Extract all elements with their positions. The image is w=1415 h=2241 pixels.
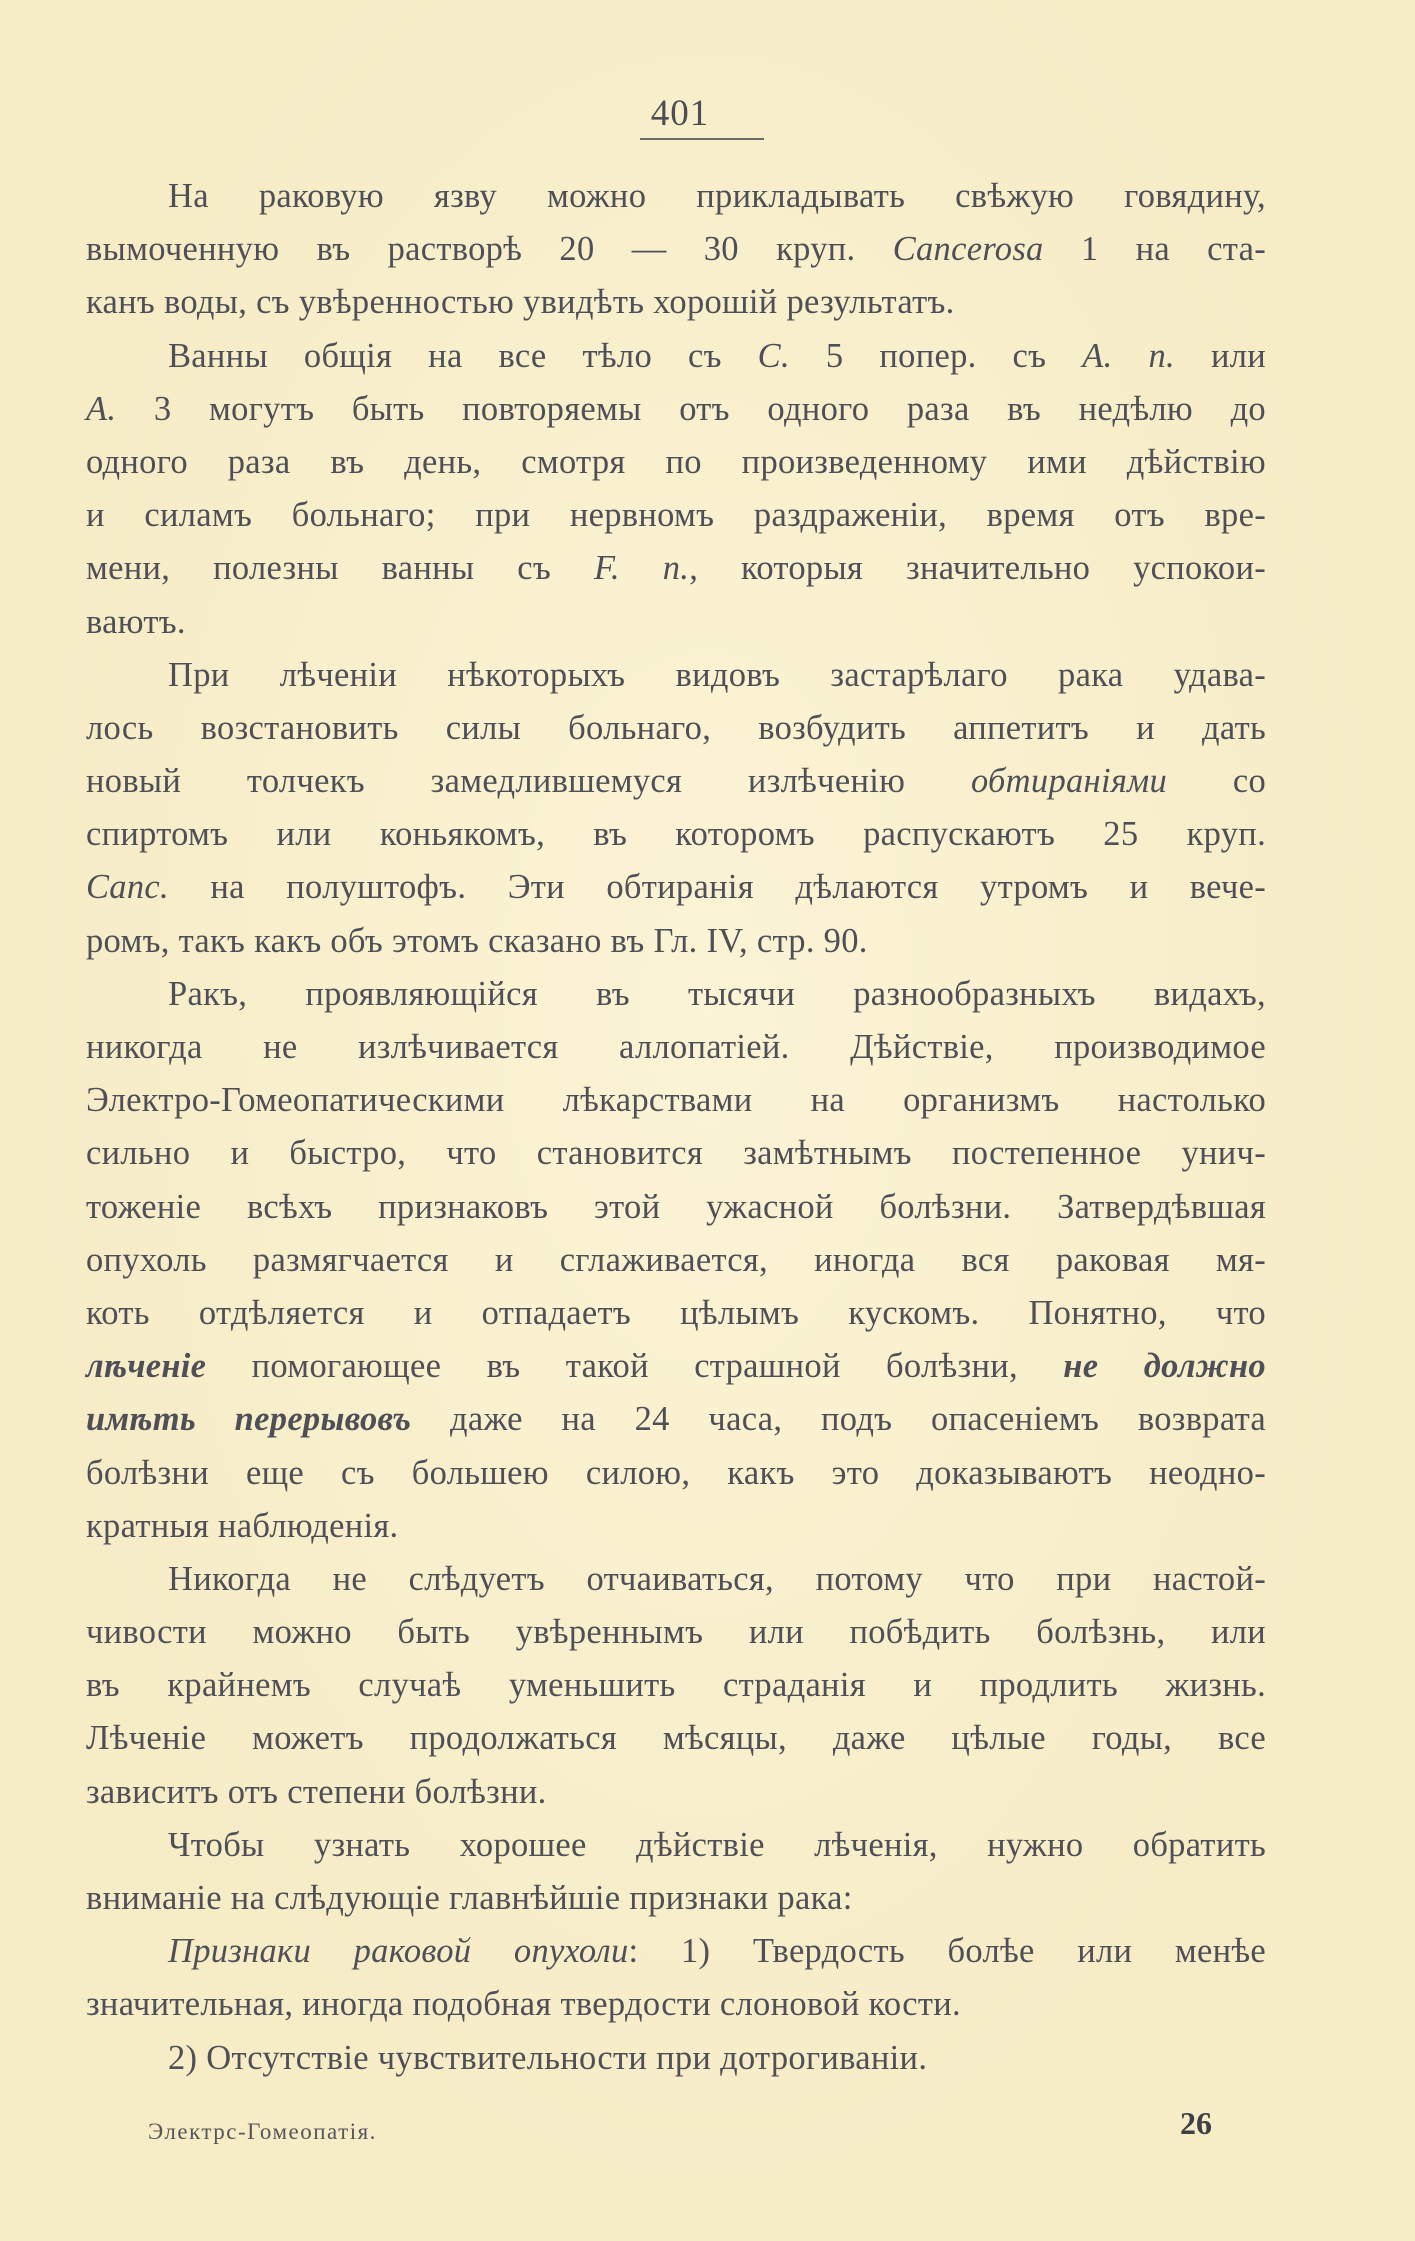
- italic-term: A.: [86, 389, 117, 428]
- text-line: [86, 1819, 1266, 1872]
- text-line: [86, 383, 1266, 436]
- text-line: [86, 1659, 1266, 1712]
- text-run: или: [1175, 336, 1267, 375]
- header-rule: [640, 138, 764, 140]
- text-line: [86, 1021, 1266, 1074]
- text-line: [86, 1925, 1266, 1978]
- text-run: 1 на ста-: [1043, 230, 1266, 269]
- text-line: [86, 702, 1266, 755]
- text-run: Лѣченіе можетъ продолжаться мѣсяцы, даже цѣлые годы, все: [86, 1719, 1266, 1758]
- text-run: Электро-Гомеопатическими лѣкарствами на организмъ настолько: [86, 1081, 1266, 1120]
- italic-term: Cancerosa: [892, 230, 1044, 269]
- text-run: Ракъ, проявляющійся въ тысячи разнообразныхъ видахъ,: [168, 974, 1266, 1013]
- text-line: [86, 808, 1266, 861]
- text-run: болѣзни еще съ большею силою, какъ это доказываютъ неодно-: [86, 1453, 1266, 1492]
- text-run: 3 могутъ быть повторяемы отъ одного раза въ недѣлю до: [116, 389, 1266, 428]
- text-run: вниманіе на слѣдующіе главнѣйшіе признаки рака:: [86, 1879, 853, 1917]
- text-line: [86, 2032, 1266, 2085]
- emphasis-text: имѣть перерывовъ: [86, 1400, 412, 1439]
- text-run: ромъ, такъ какъ объ этомъ сказано въ Гл. IV, стр. 90.: [86, 921, 868, 960]
- text-line: [86, 1074, 1266, 1127]
- text-run: 2) Отсутствіе чувствительности при дотрогиваніи.: [168, 2038, 928, 2077]
- text-run: зависитъ отъ степени болѣзни.: [86, 1772, 547, 1811]
- italic-term: Canc.: [86, 868, 169, 907]
- signature-mark: 26: [1180, 2105, 1212, 2141]
- text-line: [86, 1978, 1266, 2031]
- text-run: одного раза въ день, смотря по произведенному ими дѣйствію: [86, 442, 1266, 481]
- text-run: чивости можно быть увѣреннымъ или побѣдить болѣзнь, или: [86, 1613, 1266, 1652]
- text-run: даже на 24 часа, подъ опасеніемъ возврата: [411, 1400, 1266, 1439]
- text-run: Чтобы узнать хорошее дѣйствіе лѣченія, нужно обратить: [168, 1825, 1266, 1864]
- text-run: При лѣченіи нѣкоторыхъ видовъ застарѣлаго рака удава-: [168, 655, 1266, 694]
- text-line: [86, 436, 1266, 489]
- italic-term: A. n.: [1082, 336, 1175, 375]
- text-line: [86, 1127, 1266, 1180]
- text-run: канъ воды, съ увѣренностью увидѣть хорошій результатъ.: [86, 283, 955, 322]
- text-run: и силамъ больнаго; при нервномъ раздраженіи, время отъ вре-: [86, 496, 1266, 535]
- text-line: [86, 1712, 1266, 1765]
- text-run: 5 попер. съ: [789, 336, 1083, 375]
- text-line: [86, 170, 1266, 223]
- emphasis-text: лѣченіе: [86, 1347, 207, 1386]
- text-line: [86, 596, 1266, 649]
- text-line: [86, 649, 1266, 702]
- text-run: со: [1167, 762, 1266, 801]
- text-run: вымоченную въ растворѣ 20 — 30 круп.: [86, 230, 893, 269]
- text-run: коть отдѣляется и отпадаетъ цѣлымъ кускомъ. Понятно, что: [86, 1293, 1266, 1332]
- text-line: [86, 968, 1266, 1021]
- text-run: опухоль размягчается и сглаживается, иногда вся раковая мя-: [86, 1240, 1266, 1279]
- text-line: [86, 1872, 1266, 1925]
- text-line: [86, 1340, 1266, 1393]
- text-line: [86, 1553, 1266, 1606]
- text-line: [86, 1287, 1266, 1340]
- text-run: сильно и быстро, что становится замѣтнымъ постепенное унич-: [86, 1134, 1266, 1173]
- text-line: [86, 861, 1266, 914]
- text-line: [86, 1606, 1266, 1659]
- text-line: [86, 755, 1266, 808]
- text-run: Никогда не слѣдуетъ отчаиваться, потому что при настой-: [168, 1559, 1266, 1598]
- text-run: , которыя значительно успокои-: [689, 549, 1266, 588]
- text-line: [86, 542, 1266, 595]
- text-run: кратныя наблюденія.: [86, 1506, 399, 1545]
- italic-term: F. n.: [593, 549, 690, 588]
- text-line: [86, 915, 1266, 968]
- page-number: 401: [650, 93, 710, 134]
- text-line: [86, 276, 1266, 329]
- text-line: [86, 330, 1266, 383]
- text-run: въ крайнемъ случаѣ уменьшить страданія и продлить жизнь.: [86, 1666, 1266, 1705]
- body-text: [86, 170, 1266, 2085]
- text-line: [86, 489, 1266, 542]
- text-run: новый толчекъ замедлившемуся излѣченію: [86, 762, 971, 801]
- text-line: [86, 1500, 1266, 1553]
- text-line: [86, 1181, 1266, 1234]
- text-run: ваютъ.: [86, 602, 186, 641]
- text-line: [86, 1393, 1266, 1446]
- text-run: помогающее въ такой страшной болѣзни,: [206, 1347, 1064, 1386]
- italic-term: C.: [757, 336, 790, 375]
- footer-book-title: Электрс-Гомеопатія.: [148, 2119, 377, 2144]
- text-run: тоженіе всѣхъ признаковъ этой ужасной болѣзни. Затвердѣвшая: [86, 1187, 1266, 1226]
- text-run: мени, полезны ванны съ: [86, 549, 594, 588]
- text-run: На раковую язву можно прикладывать свѣжую говядину,: [168, 177, 1266, 215]
- text-line: [86, 1766, 1266, 1819]
- italic-term: обтираніями: [970, 762, 1168, 801]
- text-line: [86, 1447, 1266, 1500]
- text-run: значительная, иногда подобная твердости слоновой кости.: [86, 1985, 961, 2024]
- emphasis-text: не должно: [1063, 1347, 1266, 1386]
- text-line: [86, 1234, 1266, 1287]
- text-run: никогда не излѣчивается аллопатіей. Дѣйствіе, производимое: [86, 1028, 1266, 1066]
- text-line: [86, 223, 1266, 276]
- italic-heading: Признаки раковой опухоли: [168, 1932, 629, 1971]
- text-run: : 1) Твердость болѣе или менѣе: [628, 1932, 1266, 1971]
- text-run: лось возстановить силы больнаго, возбудить аппетитъ и дать: [86, 708, 1266, 747]
- text-run: Ванны общія на все тѣло съ: [168, 336, 758, 375]
- text-run: на полуштофъ. Эти обтиранія дѣлаются утромъ и вече-: [168, 868, 1266, 907]
- text-run: спиртомъ или коньякомъ, въ которомъ распускаютъ 25 круп.: [86, 815, 1266, 854]
